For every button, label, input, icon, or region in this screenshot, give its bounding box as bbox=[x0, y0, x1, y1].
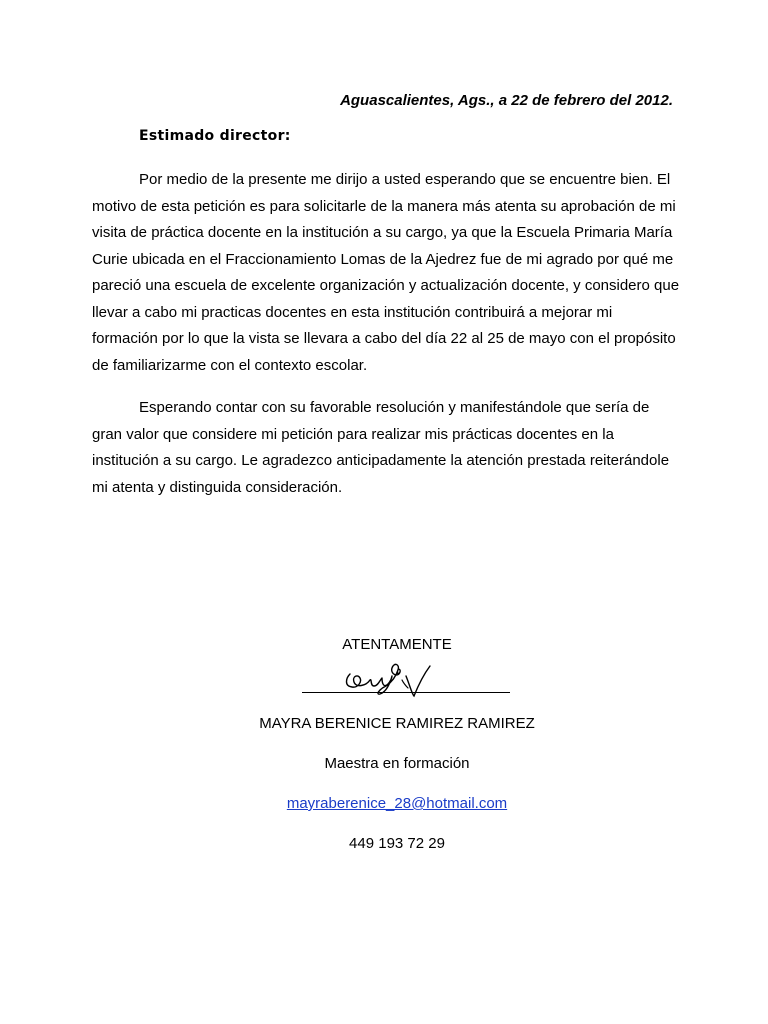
signer-role: Maestra en formación bbox=[324, 755, 470, 772]
email-link[interactable]: mayraberenice_28@hotmail.com bbox=[286, 795, 508, 812]
body-paragraph-1: Por medio de la presente me dirijo a usted esperando que se encuentre bien. El motivo de esta petición es para solicitarle de la manera más atenta su aprobación de mi visita de práctica docente en la institución a su cargo, ya que la Escuela Primaria María Curie ubicada en el Fraccionamiento Lomas de la Ajedrez fue de mi agrado por qué me pareció una escuela de excelente organización y actualización docente, y considero que llevar a cabo mi practicas docentes en esta institución contribuirá a mejorar mi formación por lo que la vista se llevara a cabo del día 22 al 25 de mayo con el propósito de familiarizarme con el contexto escolar. bbox=[92, 171, 680, 374]
date-line: Aguascalientes, Ags., a 22 de febrero del 2012. bbox=[340, 92, 673, 109]
phone-number: 449 193 72 29 bbox=[349, 835, 445, 852]
signature-line bbox=[302, 692, 510, 693]
email-line bbox=[13, 795, 768, 812]
salutation: Estimado director: bbox=[139, 128, 291, 144]
signer-name: MAYRA BERENICE RAMIREZ RAMIREZ bbox=[259, 715, 535, 732]
closing-word: ATENTAMENTE bbox=[342, 636, 452, 653]
body-paragraph-2: Esperando contar con su favorable resolución y manifestándole que sería de gran valor que considere mi petición para realizar mis prácticas docentes en la institución a su cargo. Le agradezco anticipadamente la atención prestada reiterándole mi atenta y distinguida consideración. bbox=[92, 399, 670, 496]
